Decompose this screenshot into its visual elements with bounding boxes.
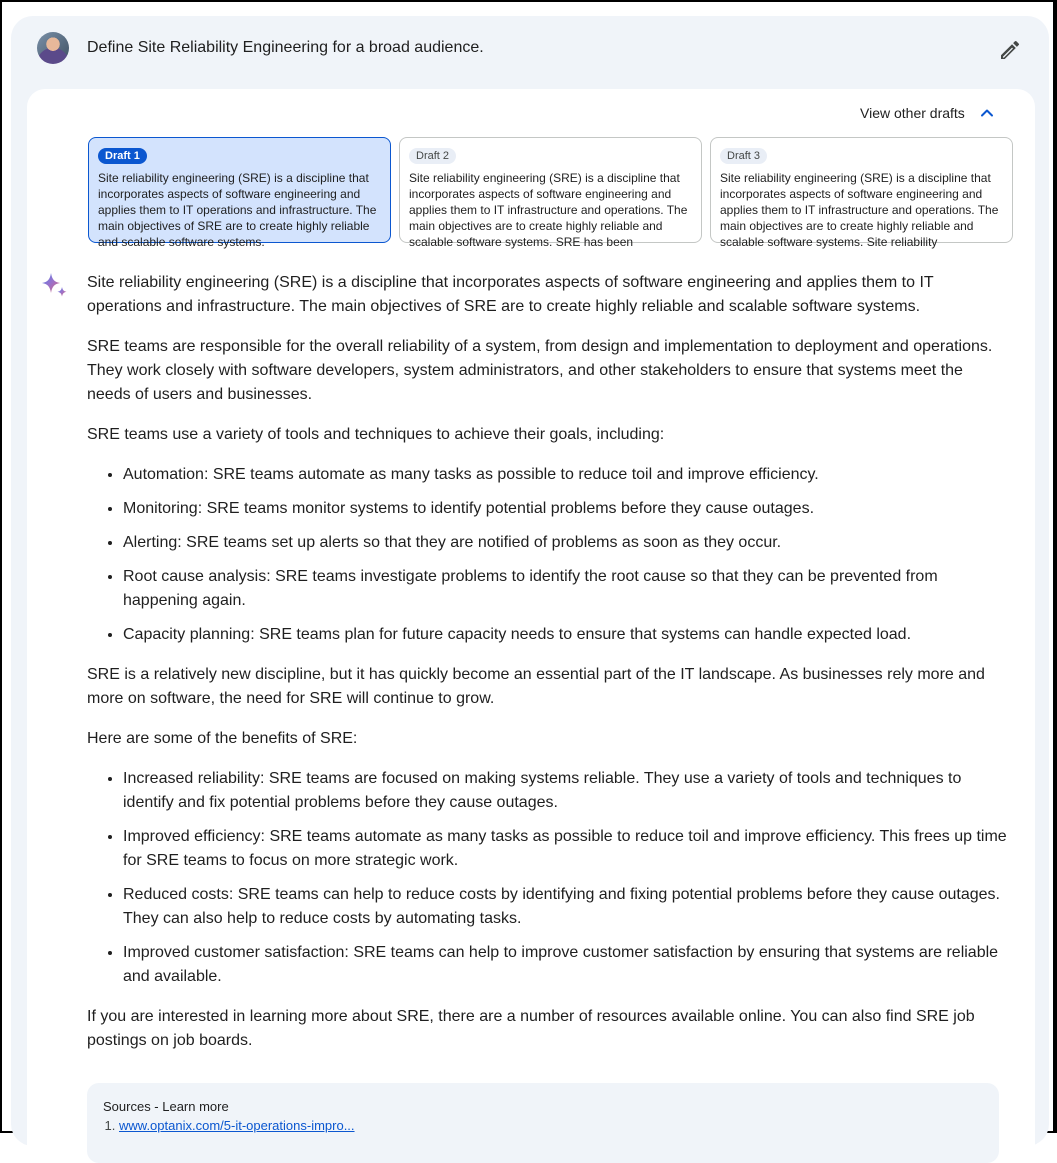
response-paragraph: SRE is a relatively new discipline, but it has quickly become an essential part of the IT landscape. As businesses rely more and more on software, the need for SRE will continue to grow. bbox=[87, 666, 985, 707]
list-item: • Monitoring: SRE teams monitor systems to identify potential problems before they cause outages. bbox=[123, 497, 1007, 521]
draft-preview: Site reliability engineering (SRE) is a discipline that incorporates aspects of software engineering and applies them to IT operations and infrastructure. The main objectives of SRE are to create highly reliable and scalable software systems. bbox=[98, 171, 377, 249]
response-card bbox=[27, 89, 1035, 1149]
response-paragraph: Site reliability engineering (SRE) is a discipline that incorporates aspects of software engineering and applies them to IT operations and infrastructure. The main objectives of SRE are to create highly reliable and scalable software systems. bbox=[87, 274, 934, 315]
sparkle-icon bbox=[40, 271, 70, 301]
user-prompt-text: Define Site Reliability Engineering for a broad audience. bbox=[87, 39, 484, 56]
draft-card-3[interactable] bbox=[710, 137, 1013, 249]
user-prompt-row bbox=[11, 16, 1049, 86]
benefits-list bbox=[87, 767, 1007, 989]
source-link[interactable]: www.optanix.com/5-it-operations-impro... bbox=[119, 1118, 355, 1133]
avatar[interactable] bbox=[37, 32, 69, 64]
tools-list bbox=[87, 463, 1007, 647]
list-item: • Improved efficiency: SRE teams automate as many tasks as possible to reduce toil and improve efficiency. This frees up time for SRE teams to focus on more strategic work. bbox=[123, 825, 1007, 873]
sources-list bbox=[103, 1118, 983, 1133]
list-item: • Reduced costs: SRE teams can help to reduce costs by identifying and fixing potential problems before they cause outages. They can also help to reduce costs by automating tasks. bbox=[123, 883, 1007, 931]
response-paragraph: Here are some of the benefits of SRE: bbox=[87, 730, 358, 747]
draft-badge: Draft 2 bbox=[409, 148, 456, 164]
list-item: • Increased reliability: SRE teams are focused on making systems reliable. They use a variety of tools and techniques to identify and fix potential problems before they cause outages. bbox=[123, 767, 1007, 815]
source-item bbox=[119, 1118, 983, 1133]
response-paragraph: SRE teams are responsible for the overall reliability of a system, from design and implementation to deployment and operations. They work closely with software developers, system administrators, and other stakeholders to ensure that systems meet the needs of users and businesses. bbox=[87, 338, 993, 403]
response-body bbox=[87, 271, 1007, 1069]
draft-card-2[interactable] bbox=[399, 137, 702, 249]
sources-title: Sources - Learn more bbox=[103, 1099, 229, 1114]
draft-badge: Draft 1 bbox=[98, 148, 147, 164]
draft-preview: Site reliability engineering (SRE) is a discipline that incorporates aspects of software engineering and applies them to IT infrastructure and operations. The main objectives are to create highly reliable and scalable software systems. SRE has been bbox=[409, 171, 688, 249]
view-other-drafts-label: View other drafts bbox=[860, 105, 965, 121]
list-item: • Capacity planning: SRE teams plan for future capacity needs to ensure that systems can handle expected load. bbox=[123, 623, 1007, 647]
pencil-icon[interactable] bbox=[998, 38, 1022, 62]
draft-preview: Site reliability engineering (SRE) is a discipline that incorporates aspects of software engineering and applies them to IT infrastructure and operations. The main objectives are to create highly reliable and scalable software systems. Site reliability bbox=[720, 171, 999, 249]
response-paragraph: SRE teams use a variety of tools and techniques to achieve their goals, including: bbox=[87, 426, 665, 443]
draft-card-1[interactable] bbox=[88, 137, 391, 249]
conversation-container bbox=[11, 16, 1049, 1146]
sources-panel bbox=[87, 1083, 999, 1163]
list-item: • Improved customer satisfaction: SRE teams can help to improve customer satisfaction by ensuring that systems are reliable and available. bbox=[123, 941, 1007, 989]
list-item: • Root cause analysis: SRE teams investigate problems to identify the root cause so that they can be prevented from happening again. bbox=[123, 565, 1007, 613]
response-paragraph: If you are interested in learning more about SRE, there are a number of resources available online. You can also find SRE job postings on job boards. bbox=[87, 1008, 975, 1049]
draft-badge: Draft 3 bbox=[720, 148, 767, 164]
view-other-drafts-toggle[interactable] bbox=[860, 102, 997, 124]
chevron-up-icon bbox=[977, 103, 997, 123]
list-item: • Alerting: SRE teams set up alerts so that they are notified of problems as soon as they occur. bbox=[123, 531, 1007, 555]
list-item: • Automation: SRE teams automate as many tasks as possible to reduce toil and improve efficiency. bbox=[123, 463, 1007, 487]
drafts-row bbox=[88, 137, 1013, 249]
